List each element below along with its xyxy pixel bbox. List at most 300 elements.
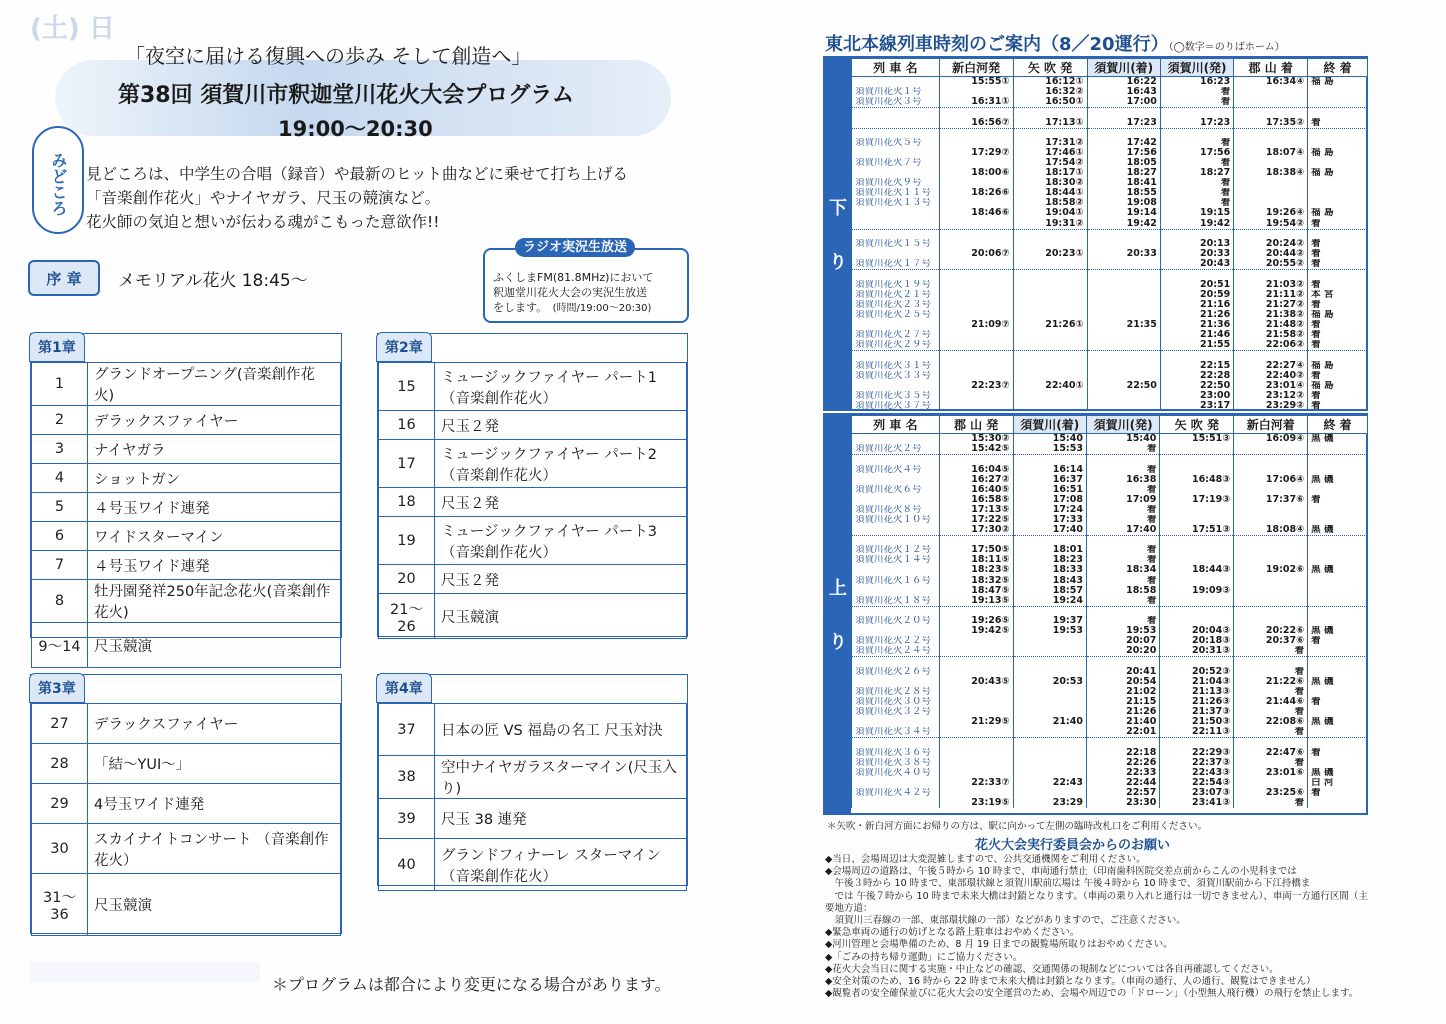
train-name: 須賀川花火４０号 bbox=[852, 768, 940, 778]
train-time bbox=[1308, 465, 1368, 475]
train-time bbox=[1013, 371, 1087, 381]
train-time bbox=[939, 371, 1013, 381]
train-name bbox=[852, 677, 940, 687]
train-row bbox=[852, 381, 1368, 391]
train-time: 15:42⑤ bbox=[939, 444, 1013, 455]
program-note: ＊プログラムは都合により変更になる場合があります。 bbox=[272, 975, 671, 994]
program-number: 5 bbox=[32, 493, 88, 522]
train-time bbox=[1308, 138, 1368, 148]
train-time: 黒 磯 bbox=[1308, 677, 1368, 687]
request-item: では 午後７時から 10 時まで未来大橋は封鎖となります。（車両の乗り入れと通行は一切できません）、車両一方通行区間（主要地方道： bbox=[825, 890, 1368, 914]
train-name bbox=[852, 535, 940, 545]
train-time bbox=[1308, 555, 1368, 565]
train-row bbox=[852, 168, 1368, 178]
train-time: 15:40 bbox=[1086, 434, 1159, 445]
train-time: 21:04③ bbox=[1160, 677, 1234, 687]
program-name: 尺玉２発 bbox=[435, 488, 687, 517]
train-time: 着 bbox=[1308, 788, 1368, 798]
request-item: 須賀川三春線の一部、東部環状線の一部）などがありますので、ご注意ください。 bbox=[825, 915, 1186, 927]
train-time: 23:01⑥ bbox=[1234, 768, 1308, 778]
train-time: 着 bbox=[1308, 636, 1368, 646]
train-name: 須賀川花火１号 bbox=[852, 87, 940, 97]
train-name bbox=[852, 626, 940, 636]
train-time: 17:00 bbox=[1087, 97, 1160, 108]
train-time bbox=[1308, 596, 1368, 607]
program-number: 1 bbox=[32, 363, 88, 406]
program-number: 20 bbox=[379, 565, 435, 594]
train-time bbox=[1086, 657, 1159, 667]
timetable-note: ＊矢吹・新白河方面にお帰りの方は、駅に向かって左側の臨時改札口をご利用ください。 bbox=[827, 821, 1208, 832]
train-time bbox=[1234, 485, 1308, 495]
header-pre: (土) 日 bbox=[30, 14, 115, 44]
train-time bbox=[939, 198, 1013, 208]
train-time bbox=[1013, 108, 1087, 118]
train-time bbox=[939, 350, 1013, 360]
train-time: 17:30② bbox=[939, 525, 1013, 536]
chapter-box bbox=[30, 333, 342, 655]
train-row bbox=[852, 87, 1368, 97]
train-time: 着 bbox=[1160, 178, 1233, 188]
radio-line-text: をします。 bbox=[493, 301, 542, 314]
train-time: 22:44 bbox=[1086, 778, 1159, 788]
train-name bbox=[852, 565, 940, 575]
train-time: 23:07③ bbox=[1160, 788, 1234, 798]
train-row bbox=[852, 259, 1368, 270]
train-time: 23:29② bbox=[1234, 401, 1308, 411]
train-time: 20:06⑦ bbox=[939, 249, 1013, 259]
train-name: 須賀川花火６号 bbox=[852, 485, 940, 495]
train-row bbox=[852, 361, 1368, 371]
train-row bbox=[852, 128, 1368, 138]
train-row bbox=[852, 778, 1368, 788]
train-time bbox=[1308, 616, 1368, 626]
train-time: 22:50 bbox=[1087, 381, 1160, 391]
train-time bbox=[939, 340, 1013, 351]
train-time: 着 bbox=[1308, 495, 1368, 505]
train-time bbox=[1308, 545, 1368, 555]
train-time bbox=[1234, 545, 1308, 555]
train-name bbox=[852, 219, 940, 230]
train-time bbox=[1087, 280, 1160, 290]
train-time bbox=[1087, 270, 1160, 280]
train-time bbox=[1013, 697, 1086, 707]
train-time: 20:33 bbox=[1087, 249, 1160, 259]
train-row bbox=[852, 687, 1368, 697]
request-item: 午後３時から 10 時まで、東部環状線と須賀川駅前広場は 午後４時から 10 時まで、須賀川駅前から下江持橋ま bbox=[825, 878, 1311, 890]
train-time bbox=[1160, 128, 1233, 138]
train-time: 黒 磯 bbox=[1308, 626, 1368, 636]
train-time bbox=[1013, 229, 1087, 239]
program-name: ワイドスターマイン bbox=[88, 522, 341, 551]
train-time bbox=[1013, 657, 1086, 667]
train-time: 22:11③ bbox=[1160, 727, 1234, 738]
chapter-badge: 第2章 bbox=[376, 332, 432, 362]
program-row bbox=[379, 517, 687, 565]
program-row bbox=[379, 411, 687, 440]
train-row bbox=[852, 707, 1368, 717]
train-time: 20:52③ bbox=[1160, 667, 1234, 677]
train-time: 20:43⑤ bbox=[939, 677, 1013, 687]
train-row bbox=[852, 505, 1368, 515]
train-time: 白 河 bbox=[1308, 778, 1368, 788]
train-time: 22:50 bbox=[1160, 381, 1233, 391]
train-row bbox=[852, 371, 1368, 381]
train-time bbox=[1234, 444, 1308, 455]
program-name: デラックスファイヤー bbox=[88, 704, 341, 744]
train-time: 22:18 bbox=[1086, 748, 1159, 758]
train-row bbox=[852, 606, 1368, 616]
train-name: 須賀川花火１６号 bbox=[852, 576, 940, 586]
timetable-header: 矢 吹 発 bbox=[1013, 59, 1087, 77]
train-row bbox=[852, 270, 1368, 280]
train-time: 17:09 bbox=[1086, 495, 1159, 505]
train-time bbox=[939, 758, 1013, 768]
train-time: 18:30② bbox=[1013, 178, 1087, 188]
train-time: 20:04③ bbox=[1160, 626, 1234, 636]
train-time bbox=[1013, 707, 1086, 717]
radio-title: ラジオ実況生放送 bbox=[515, 238, 635, 257]
train-time: 20:37⑥ bbox=[1234, 636, 1308, 646]
train-time: 18:11⑤ bbox=[939, 555, 1013, 565]
train-time: 着 bbox=[1086, 576, 1159, 586]
train-time bbox=[1234, 188, 1308, 198]
train-name bbox=[852, 525, 940, 536]
train-time: 19:08 bbox=[1087, 198, 1160, 208]
train-time: 23:29 bbox=[1013, 798, 1086, 808]
timetable-header: 列 車 名 bbox=[852, 59, 940, 77]
train-time: 17:54② bbox=[1013, 158, 1087, 168]
train-time bbox=[1308, 657, 1368, 667]
train-time: 21:22⑥ bbox=[1234, 677, 1308, 687]
train-time: 21:26 bbox=[1160, 310, 1233, 320]
train-time: 22:01 bbox=[1086, 727, 1159, 738]
program-row bbox=[32, 406, 341, 435]
train-time: 18:08④ bbox=[1234, 525, 1308, 536]
train-name: 須賀川花火３４号 bbox=[852, 727, 940, 738]
train-time: 22:57 bbox=[1086, 788, 1159, 798]
program-number: 17 bbox=[379, 440, 435, 488]
train-time: 17:31② bbox=[1013, 138, 1087, 148]
radio-box bbox=[483, 240, 689, 323]
train-time bbox=[1234, 606, 1308, 616]
train-time: 着 bbox=[1086, 485, 1159, 495]
train-time: 16:27② bbox=[939, 475, 1013, 485]
train-name bbox=[852, 606, 940, 616]
midokoro-line: 見どころは、中学生の合唱（録音）や最新のヒット曲などに乗せて打ち上げる bbox=[86, 165, 629, 183]
timetable-header: 須賀川(着) bbox=[1087, 59, 1160, 77]
train-time: 19:09③ bbox=[1160, 586, 1234, 596]
train-time: 着 bbox=[1160, 198, 1233, 208]
program-name: ４号玉ワイド連発 bbox=[88, 493, 341, 522]
train-time: 着 bbox=[1308, 340, 1368, 351]
train-time: 22:37③ bbox=[1160, 758, 1234, 768]
program-name: ミュージックファイヤー パート3（音楽創作花火） bbox=[435, 517, 687, 565]
train-time: 23:12② bbox=[1234, 391, 1308, 401]
train-time: 17:51③ bbox=[1160, 525, 1234, 536]
train-time bbox=[1160, 505, 1234, 515]
train-time: 22:40① bbox=[1013, 381, 1087, 391]
program-number: 6 bbox=[32, 522, 88, 551]
train-name: 須賀川花火３号 bbox=[852, 97, 940, 108]
train-time bbox=[1234, 455, 1308, 465]
train-time: 23:19⑤ bbox=[939, 798, 1013, 808]
train-row bbox=[852, 465, 1368, 475]
train-time bbox=[1308, 758, 1368, 768]
program-row bbox=[379, 756, 687, 799]
train-time bbox=[1013, 667, 1086, 677]
train-row bbox=[852, 586, 1368, 596]
train-time: 20:07 bbox=[1086, 636, 1159, 646]
train-time: 福 島 bbox=[1308, 168, 1368, 178]
train-name bbox=[852, 495, 940, 505]
chapter-table bbox=[378, 362, 687, 639]
train-time: 20:18③ bbox=[1160, 636, 1234, 646]
train-time bbox=[939, 401, 1013, 411]
train-time: 17:46① bbox=[1013, 148, 1087, 158]
train-row bbox=[852, 158, 1368, 168]
train-time: 19:24 bbox=[1013, 596, 1086, 607]
train-name bbox=[852, 270, 940, 280]
train-time bbox=[1013, 738, 1086, 748]
train-time bbox=[1308, 515, 1368, 525]
train-name bbox=[852, 148, 940, 158]
program-number: 8 bbox=[32, 580, 88, 623]
train-time: 16:37 bbox=[1013, 475, 1086, 485]
timetable-up bbox=[823, 413, 1368, 815]
program-row bbox=[32, 623, 341, 668]
train-time bbox=[1013, 748, 1086, 758]
train-time bbox=[1087, 391, 1160, 401]
side-char: 下 bbox=[829, 197, 847, 219]
train-time: 着 bbox=[1308, 259, 1368, 270]
train-time: 18:43 bbox=[1013, 576, 1086, 586]
timetable-header: 終 着 bbox=[1308, 416, 1368, 434]
train-time bbox=[939, 108, 1013, 118]
train-name bbox=[852, 657, 940, 667]
train-time bbox=[1308, 178, 1368, 188]
train-time: 18:17① bbox=[1013, 168, 1087, 178]
midokoro-line: 花火師の気迫と想いが伝わる魂がこもった意欲作!! bbox=[86, 213, 440, 231]
train-name: 須賀川花火７号 bbox=[852, 158, 940, 168]
timetable-header: 須賀川(発) bbox=[1160, 59, 1233, 77]
train-time: 着 bbox=[1234, 758, 1308, 768]
train-time bbox=[1087, 128, 1160, 138]
train-time bbox=[1308, 646, 1368, 657]
train-time: 20:59 bbox=[1160, 290, 1233, 300]
train-time: 福 島 bbox=[1308, 77, 1368, 88]
program-name: 日本の匠 VS 福島の名工 尺玉対決 bbox=[435, 704, 687, 756]
train-row bbox=[852, 495, 1368, 505]
train-time: 20:55② bbox=[1234, 259, 1308, 270]
train-time bbox=[1013, 259, 1087, 270]
train-time bbox=[1308, 229, 1368, 239]
train-row bbox=[852, 697, 1368, 707]
train-time bbox=[939, 259, 1013, 270]
train-row bbox=[852, 768, 1368, 778]
train-time: 17:56 bbox=[1087, 148, 1160, 158]
train-time: 22:23⑦ bbox=[939, 381, 1013, 391]
train-time bbox=[1234, 515, 1308, 525]
train-time: 21:15 bbox=[1086, 697, 1159, 707]
train-name bbox=[852, 798, 940, 808]
train-time: 福 島 bbox=[1308, 381, 1368, 391]
train-time: 19:53 bbox=[1013, 626, 1086, 636]
train-time bbox=[1308, 707, 1368, 717]
train-time: 15:40 bbox=[1013, 434, 1086, 445]
train-time bbox=[1234, 178, 1308, 188]
prologue-text: メモリアル花火 18:45〜 bbox=[118, 271, 308, 291]
program-number: 38 bbox=[379, 756, 435, 799]
train-time bbox=[1308, 667, 1368, 677]
train-time: 着 bbox=[1160, 138, 1233, 148]
train-time: 16:32② bbox=[1013, 87, 1087, 97]
train-row bbox=[852, 545, 1368, 555]
chapter-badge: 第1章 bbox=[29, 332, 85, 362]
train-row bbox=[852, 646, 1368, 657]
train-time: 19:26④ bbox=[1234, 208, 1308, 218]
train-time bbox=[1234, 87, 1308, 97]
train-name: 須賀川花火３２号 bbox=[852, 707, 940, 717]
train-time: 21:46 bbox=[1160, 330, 1233, 340]
train-row bbox=[852, 229, 1368, 239]
train-row bbox=[852, 77, 1368, 88]
train-time: 着 bbox=[1308, 219, 1368, 230]
train-row bbox=[852, 535, 1368, 545]
train-time: 17:22⑤ bbox=[939, 515, 1013, 525]
train-time: 黒 磯 bbox=[1308, 768, 1368, 778]
program-name: 尺玉競演 bbox=[88, 874, 341, 936]
program-number: 9〜14 bbox=[32, 623, 88, 668]
train-name: 須賀川花火３６号 bbox=[852, 748, 940, 758]
train-time: 20:31③ bbox=[1160, 646, 1234, 657]
train-time bbox=[1013, 280, 1087, 290]
train-time: 20:20 bbox=[1086, 646, 1159, 657]
train-time bbox=[1160, 515, 1234, 525]
program-name: 尺玉２発 bbox=[435, 411, 687, 440]
train-time: 着 bbox=[1234, 646, 1308, 657]
train-row bbox=[852, 626, 1368, 636]
train-time bbox=[939, 361, 1013, 371]
request-item: ◆緊急車両の通行の妨げとなる路上駐車はおやめください。 bbox=[825, 927, 1080, 939]
train-time: 着 bbox=[1308, 330, 1368, 340]
train-time bbox=[1234, 97, 1308, 108]
train-time: 着 bbox=[1160, 97, 1233, 108]
train-time bbox=[1308, 505, 1368, 515]
train-time: 着 bbox=[1086, 545, 1159, 555]
train-time bbox=[1308, 586, 1368, 596]
train-name bbox=[852, 475, 940, 485]
train-time bbox=[1013, 239, 1087, 249]
program-row bbox=[379, 565, 687, 594]
train-time: 21:13③ bbox=[1160, 687, 1234, 697]
train-row bbox=[852, 310, 1368, 320]
train-row bbox=[852, 108, 1368, 118]
train-row bbox=[852, 97, 1368, 108]
chapter-box bbox=[377, 674, 688, 886]
train-time: 22:26 bbox=[1086, 758, 1159, 768]
train-time: 17:29⑦ bbox=[939, 148, 1013, 158]
train-name: 須賀川花火３５号 bbox=[852, 391, 940, 401]
train-time: 16:38 bbox=[1086, 475, 1159, 485]
train-name: 須賀川花火１７号 bbox=[852, 259, 940, 270]
train-time bbox=[1308, 198, 1368, 208]
train-time bbox=[1160, 465, 1234, 475]
train-time bbox=[1013, 687, 1086, 697]
train-time bbox=[1234, 108, 1308, 118]
train-time bbox=[939, 727, 1013, 738]
train-time: 17:24 bbox=[1013, 505, 1086, 515]
program-row bbox=[32, 704, 341, 744]
train-time: 17:42 bbox=[1087, 138, 1160, 148]
train-name: 須賀川花火２９号 bbox=[852, 340, 940, 351]
train-time bbox=[1087, 350, 1160, 360]
train-time: 23:25⑥ bbox=[1234, 788, 1308, 798]
train-time bbox=[1308, 455, 1368, 465]
program-name: ナイヤガラ bbox=[88, 435, 341, 464]
train-name: 須賀川花火１２号 bbox=[852, 545, 940, 555]
train-time: 19:53 bbox=[1086, 626, 1159, 636]
train-time: 着 bbox=[1308, 300, 1368, 310]
train-time: 黒 磯 bbox=[1308, 525, 1368, 536]
train-time: 17:50⑤ bbox=[939, 545, 1013, 555]
train-name: 須賀川花火１０号 bbox=[852, 515, 940, 525]
program-number: 16 bbox=[379, 411, 435, 440]
train-name: 須賀川花火２２号 bbox=[852, 636, 940, 646]
train-name: 須賀川花火２７号 bbox=[852, 330, 940, 340]
train-time: 18:47⑤ bbox=[939, 586, 1013, 596]
train-time bbox=[1160, 555, 1234, 565]
train-time bbox=[939, 138, 1013, 148]
train-time: 18:58 bbox=[1086, 586, 1159, 596]
train-time: 着 bbox=[1086, 465, 1159, 475]
train-time: 17:56 bbox=[1160, 148, 1233, 158]
program-name: 「結〜YUI〜」 bbox=[88, 744, 341, 784]
program-panel bbox=[0, 0, 705, 1024]
train-time: 19:02⑥ bbox=[1234, 565, 1308, 575]
program-name: グランドフィナーレ スターマイン（音楽創作花火） bbox=[435, 839, 687, 891]
train-row bbox=[852, 485, 1368, 495]
train-name: 須賀川花火９号 bbox=[852, 178, 940, 188]
train-time bbox=[939, 290, 1013, 300]
train-time bbox=[1234, 535, 1308, 545]
train-time bbox=[1013, 340, 1087, 351]
train-row bbox=[852, 798, 1368, 808]
train-time: 15:53 bbox=[1013, 444, 1086, 455]
train-time: 19:54② bbox=[1234, 219, 1308, 230]
train-time: 黒 磯 bbox=[1308, 565, 1368, 575]
train-time: 福 島 bbox=[1308, 361, 1368, 371]
train-name: 須賀川花火４号 bbox=[852, 465, 940, 475]
train-time bbox=[1013, 361, 1087, 371]
train-time bbox=[1013, 758, 1086, 768]
train-time bbox=[1308, 158, 1368, 168]
train-row bbox=[852, 677, 1368, 687]
train-row bbox=[852, 239, 1368, 249]
train-time bbox=[1234, 270, 1308, 280]
train-time: 17:19③ bbox=[1160, 495, 1234, 505]
train-time: 着 bbox=[1086, 616, 1159, 626]
train-time bbox=[1234, 576, 1308, 586]
train-row bbox=[852, 525, 1368, 536]
program-row bbox=[379, 440, 687, 488]
program-number: 2 bbox=[32, 406, 88, 435]
train-time bbox=[1013, 391, 1087, 401]
chapter-box bbox=[30, 674, 342, 934]
header-subtitle: 「夜空に届ける復興への歩み そして創造へ」 bbox=[125, 44, 532, 68]
train-row bbox=[852, 667, 1368, 677]
train-name: 須賀川花火１１号 bbox=[852, 188, 940, 198]
train-row bbox=[852, 138, 1368, 148]
